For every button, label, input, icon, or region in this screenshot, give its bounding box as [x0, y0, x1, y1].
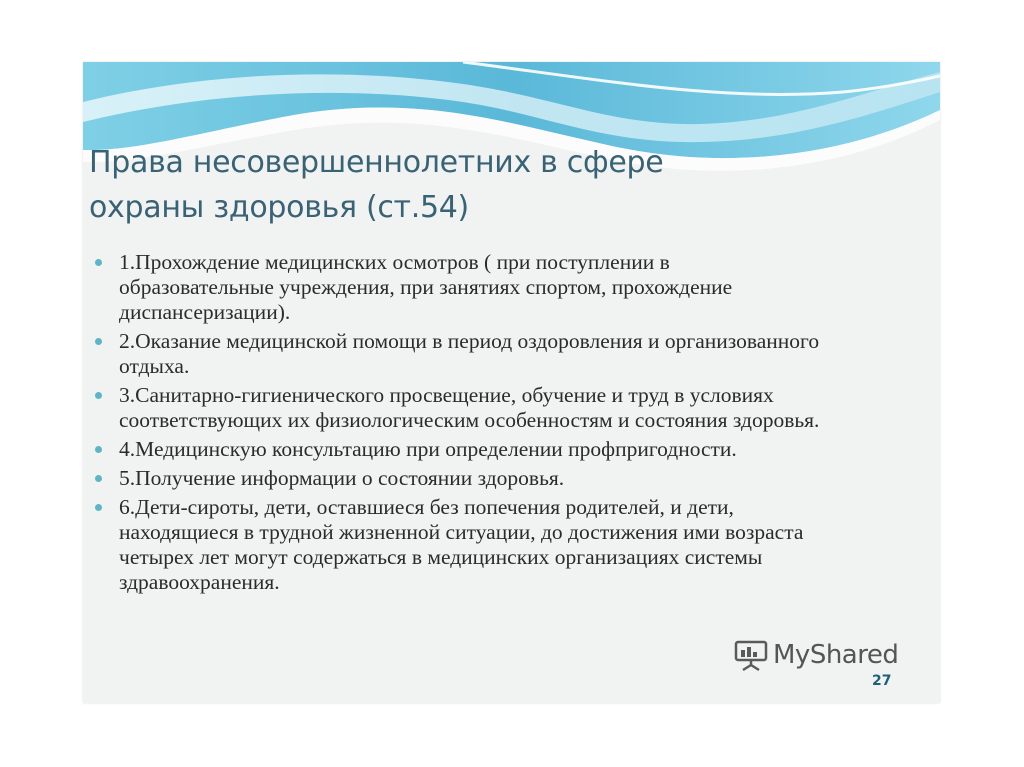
- page-number: 27: [872, 673, 892, 689]
- list-item: [93, 250, 823, 325]
- list-item-text: 1.Прохождение медицинских осмотров ( при поступлении в образовательные учреждения, при занятиях спортом, прохождение диспансеризации).: [119, 250, 733, 324]
- list-item-text: 3.Санитарно-гигиенического просвещение, обучение и труд в условиях соответствующих их физиологическим особенностям и состояния здоровья.: [119, 383, 820, 432]
- list-item: [93, 466, 823, 491]
- list-item: [93, 383, 823, 433]
- myshared-watermark: [733, 637, 898, 673]
- list-item: [93, 329, 823, 379]
- bullet-icon: [95, 446, 102, 453]
- slide-title: [89, 140, 849, 230]
- list-item-text: 4.Медицинскую консультацию при определении профпригодности.: [119, 437, 737, 461]
- bullet-list: [93, 250, 823, 599]
- list-item: [93, 437, 823, 462]
- list-item: [93, 495, 823, 595]
- slide-title-line-2: охраны здоровья (ст.54): [89, 190, 469, 225]
- list-item-text: 6.Дети-сироты, дети, оставшиеся без попечения родителей, и дети, находящиеся в трудной жизненной ситуации, до достижения ими возраста четырех лет могут содержаться в медицинских организациях системы здравоохранения.: [119, 495, 804, 594]
- presentation-board-icon: [733, 638, 769, 672]
- list-item-text: 2.Оказание медицинской помощи в период оздоровления и организованного отдыха.: [119, 329, 820, 378]
- bullet-icon: [95, 392, 102, 399]
- bullet-icon: [95, 338, 102, 345]
- bullet-icon: [95, 504, 102, 511]
- slide: [83, 62, 940, 703]
- bullet-icon: [95, 475, 102, 482]
- watermark-brand-text: MyShared: [773, 640, 899, 670]
- slide-title-line-1: Права несовершеннолетних в сфере: [89, 145, 664, 180]
- bullet-icon: [95, 259, 102, 266]
- list-item-text: 5.Получение информации о состоянии здоровья.: [119, 466, 565, 490]
